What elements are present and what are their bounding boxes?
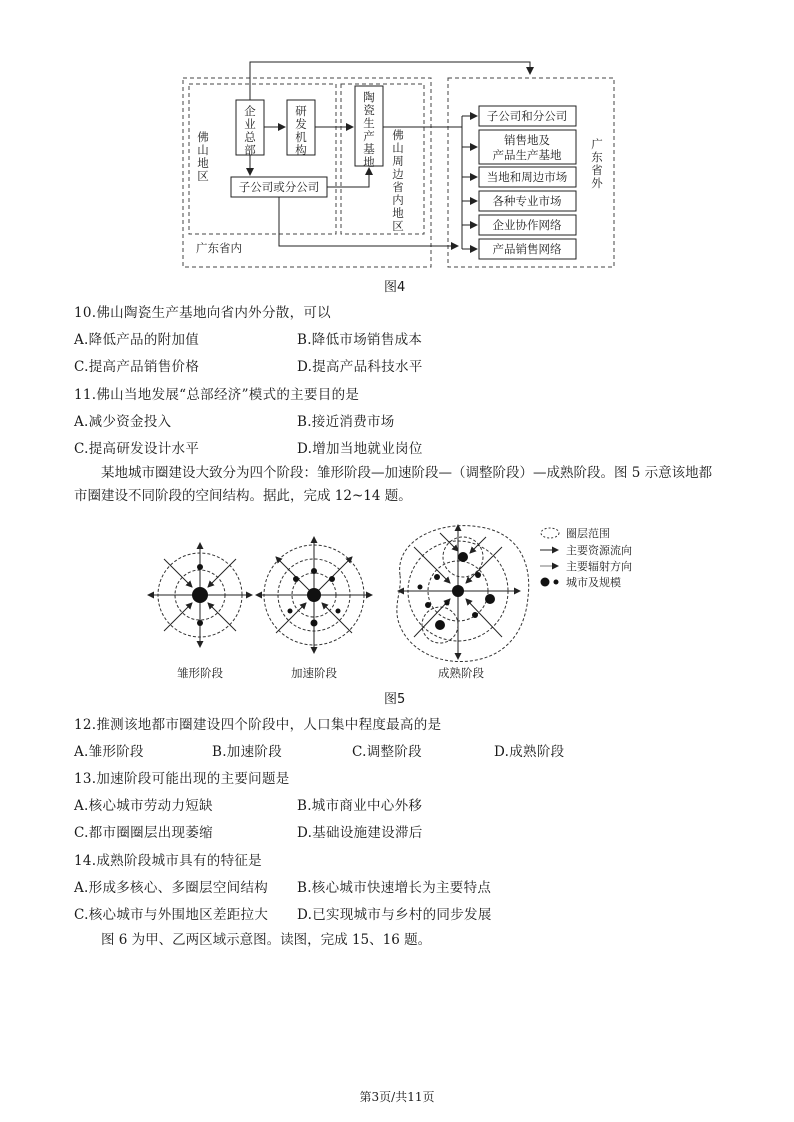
q14-stem: 14.成熟阶段城市具有的特征是 bbox=[74, 853, 262, 869]
headquarters-label: 企业总部 bbox=[244, 104, 256, 157]
stage-2-diagram bbox=[256, 537, 372, 653]
province-in-label: 广东省内 bbox=[196, 241, 242, 255]
branch-label: 子公司或分公司 bbox=[238, 180, 320, 194]
q14-option-a[interactable]: A.形成多核心、多圈层空间结构 bbox=[74, 880, 269, 896]
q13-option-b[interactable]: B.城市商业中心外移 bbox=[297, 798, 423, 814]
q13-option-d[interactable]: D.基础设施建设滞后 bbox=[297, 825, 423, 841]
q13-stem: 13.加速阶段可能出现的主要问题是 bbox=[74, 771, 290, 787]
intro-15-16: 图 6 为甲、乙两区域示意图。读图，完成 15、16 题。 bbox=[101, 932, 432, 948]
surrounding-label: 佛山周边省内地区 bbox=[392, 128, 404, 233]
figure-5-diagram bbox=[0, 515, 794, 715]
foshan-region-label: 佛山地区 bbox=[197, 130, 209, 183]
svg-text:子公司和分公司: 子公司和分公司 bbox=[486, 109, 568, 123]
figure-4-caption: 图4 bbox=[384, 280, 406, 295]
legend-flow: 主要资源流向 bbox=[566, 544, 632, 557]
page-footer: 第3页/共11页 bbox=[359, 1090, 435, 1104]
svg-text:产品销售网络: 产品销售网络 bbox=[492, 242, 562, 256]
stage-2-label: 加速阶段 bbox=[291, 666, 337, 680]
base-label: 陶瓷生产基地 bbox=[363, 90, 375, 169]
q10-option-d[interactable]: D.提高产品科技水平 bbox=[297, 359, 423, 375]
q11-stem: 11.佛山当地发展“总部经济”模式的主要目的是 bbox=[74, 387, 360, 403]
intro-12-14: 某地城市圈建设大致分为四个阶段：雏形阶段—加速阶段—（调整阶段）—成熟阶段。图 5 示意该地都市圈建设不同阶段的空间结构。据此，完成 12~14 题。 bbox=[74, 465, 713, 504]
figure-5-legend bbox=[540, 526, 632, 589]
figure-4-diagram bbox=[0, 0, 794, 300]
legend-city: 城市及规模 bbox=[566, 576, 621, 589]
svg-text:当地和周边市场: 当地和周边市场 bbox=[486, 170, 568, 184]
stage-3-diagram bbox=[397, 525, 529, 662]
stage-1-diagram bbox=[148, 543, 252, 647]
stage-1-label: 雏形阶段 bbox=[177, 666, 223, 680]
svg-text:企业协作网络: 企业协作网络 bbox=[492, 218, 562, 232]
q12-option-d[interactable]: D.成熟阶段 bbox=[494, 744, 565, 760]
rnd-label: 研发机构 bbox=[295, 104, 307, 157]
q14-option-d[interactable]: D.已实现城市与乡村的同步发展 bbox=[297, 907, 492, 923]
q14-option-b[interactable]: B.核心城市快速增长为主要特点 bbox=[297, 880, 492, 896]
province-out-label: 广东省外 bbox=[591, 137, 603, 190]
q10-stem: 10.佛山陶瓷生产基地向省内外分散，可以 bbox=[74, 305, 331, 321]
q10-option-b[interactable]: B.降低市场销售成本 bbox=[297, 332, 423, 348]
q11-option-d[interactable]: D.增加当地就业岗位 bbox=[297, 441, 423, 457]
legend-radiation: 主要辐射方向 bbox=[566, 560, 632, 573]
q14-option-c[interactable]: C.核心城市与外围地区差距拉大 bbox=[74, 907, 269, 923]
q11-option-c[interactable]: C.提高研发设计水平 bbox=[74, 441, 200, 457]
q11-option-b[interactable]: B.接近消费市场 bbox=[297, 414, 395, 430]
q11-option-a[interactable]: A.减少资金投入 bbox=[74, 414, 172, 430]
svg-text:销售地及: 销售地及 bbox=[504, 133, 550, 147]
figure-5-caption: 图5 bbox=[384, 692, 406, 707]
q12-stem: 12.推测该地都市圈建设四个阶段中，人口集中程度最高的是 bbox=[74, 717, 442, 733]
q13-option-a[interactable]: A.核心城市劳动力短缺 bbox=[74, 798, 213, 814]
q10-option-c[interactable]: C.提高产品销售价格 bbox=[74, 359, 200, 375]
q13-option-c[interactable]: C.都市圈圈层出现萎缩 bbox=[74, 825, 213, 841]
svg-text:产品生产基地: 产品生产基地 bbox=[492, 148, 562, 162]
svg-text:各种专业市场: 各种专业市场 bbox=[492, 194, 562, 208]
stage-3-label: 成熟阶段 bbox=[438, 666, 484, 680]
q12-option-a[interactable]: A.雏形阶段 bbox=[74, 744, 144, 760]
legend-layer: 圈层范围 bbox=[566, 527, 610, 540]
q10-option-a[interactable]: A.降低产品的附加值 bbox=[74, 332, 200, 348]
q12-option-b[interactable]: B.加速阶段 bbox=[212, 744, 283, 760]
q12-option-c[interactable]: C.调整阶段 bbox=[352, 744, 422, 760]
